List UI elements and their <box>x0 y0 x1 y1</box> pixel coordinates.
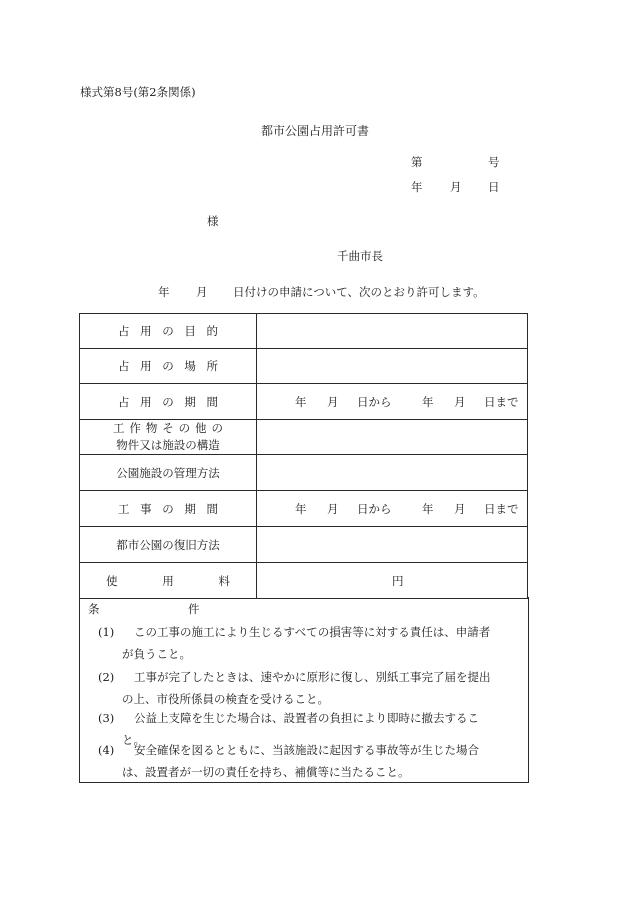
table-row <box>80 314 528 349</box>
label-char: 使 <box>106 573 118 588</box>
value-location <box>257 349 528 384</box>
construction-month-from: 月 <box>327 501 339 516</box>
label-char: の <box>178 421 191 435</box>
addressee: 様 <box>207 214 219 228</box>
label-char: 工 <box>118 501 130 516</box>
period-year-to: 年 <box>422 394 434 409</box>
label-char: 期 <box>184 394 196 409</box>
condition-number: (3) <box>98 711 115 725</box>
table-row <box>80 455 528 491</box>
label-char: の <box>162 501 174 516</box>
intro-year: 年 <box>158 285 170 299</box>
date-year: 年 <box>411 180 423 194</box>
value-occupancy-period <box>257 384 528 420</box>
condition-text-cont: は、設置者が一切の責任を持ち、補償等に当たること。 <box>122 765 410 779</box>
condition-text: 安全確保を図るとともに、当該施設に起因する事故等が生じた場合 <box>134 743 479 757</box>
intro-month: 月 <box>196 285 208 299</box>
construction-month-to: 月 <box>454 501 466 516</box>
fee-unit: 円 <box>392 573 404 588</box>
conditions-heading-char1: 条 <box>88 602 100 616</box>
permit-table <box>79 313 528 599</box>
table-row <box>80 384 528 420</box>
label-char: の <box>162 359 174 373</box>
condition-number: (2) <box>98 670 115 684</box>
condition-text-cont: と。 <box>122 733 145 747</box>
label-occupancy-period <box>80 384 257 420</box>
conditions-heading-char2: 件 <box>188 602 200 616</box>
label-restoration-method: 都市公園の復旧方法 <box>80 527 257 563</box>
label-char: 工 <box>113 421 125 435</box>
label-purpose <box>80 314 257 349</box>
form-number: 様式第8号(第2条関係) <box>80 85 196 99</box>
label-char: 間 <box>206 501 218 516</box>
period-month-from: 月 <box>327 394 339 409</box>
table-row <box>80 349 528 384</box>
period-day-from: 日から <box>357 394 392 409</box>
value-purpose <box>257 314 528 349</box>
label-char: 場 <box>184 359 196 373</box>
table-row <box>80 420 528 455</box>
number-suffix: 号 <box>488 155 500 169</box>
label-management-method: 公園施設の管理方法 <box>80 455 257 491</box>
condition-number: (4) <box>98 743 115 757</box>
construction-day-from: 日から <box>357 501 392 516</box>
table-row <box>80 527 528 563</box>
label-char: 占 <box>118 394 130 409</box>
label-usage-fee <box>80 563 257 599</box>
condition-number: (1) <box>98 625 115 639</box>
issuer: 千曲市長 <box>337 249 383 263</box>
condition-text: この工事の施工により生じるすべての損害等に対する責任は、申請者 <box>134 625 491 639</box>
label-char: 占 <box>118 324 130 338</box>
label-char: 用 <box>162 573 174 588</box>
value-structure <box>257 420 528 455</box>
condition-text-cont: が負うこと。 <box>122 647 191 661</box>
label-char: 用 <box>140 394 152 409</box>
construction-year-from: 年 <box>295 501 307 516</box>
date-month: 月 <box>450 180 462 194</box>
label-char: 料 <box>218 573 230 588</box>
label-char: 物 <box>145 421 158 435</box>
label-char: の <box>162 394 174 409</box>
period-year-from: 年 <box>295 394 307 409</box>
value-construction-period <box>257 491 528 527</box>
label-structure <box>80 420 257 455</box>
label-char: 間 <box>206 394 218 409</box>
intro-text: 日付けの申請について、次のとおり許可します。 <box>233 285 485 299</box>
label-char: 他 <box>195 421 207 435</box>
condition-text: 工事が完了したときは、速やかに原形に復し、別紙工事完了届を提出 <box>134 670 491 684</box>
number-prefix: 第 <box>411 155 423 169</box>
condition-text: 公益上支障を生じた場合は、設置者の負担により即時に撤去するこ <box>134 711 479 725</box>
table-row <box>80 491 528 527</box>
construction-day-to: 日まで <box>484 501 519 516</box>
label-char: の <box>162 324 174 338</box>
condition-text-cont: の上、市役所係員の検査を受けること。 <box>122 692 329 706</box>
label-char: の <box>211 421 223 435</box>
label-char: 目 <box>184 324 196 338</box>
label-construction-period <box>80 491 257 527</box>
value-restoration-method <box>257 527 528 563</box>
label-char: 作 <box>129 421 141 435</box>
period-day-to: 日まで <box>484 394 519 409</box>
label-char: 期 <box>184 501 196 516</box>
label-location <box>80 349 257 384</box>
construction-year-to: 年 <box>422 501 434 516</box>
value-usage-fee <box>257 563 528 599</box>
label-char: 用 <box>140 359 152 373</box>
conditions-section <box>79 597 529 783</box>
label-char: そ <box>162 421 174 435</box>
value-management-method <box>257 455 528 491</box>
label-char: 占 <box>118 359 130 373</box>
label-char: 的 <box>206 324 218 338</box>
label-char: 所 <box>206 359 218 373</box>
date-day: 日 <box>488 180 500 194</box>
label-structure-line2: 物件又は施設の構造 <box>116 438 220 452</box>
document-title: 都市公園占用許可書 <box>260 124 369 138</box>
table-row <box>80 563 528 599</box>
label-char: 事 <box>140 501 152 516</box>
label-char: 用 <box>140 324 152 338</box>
period-month-to: 月 <box>454 394 466 409</box>
